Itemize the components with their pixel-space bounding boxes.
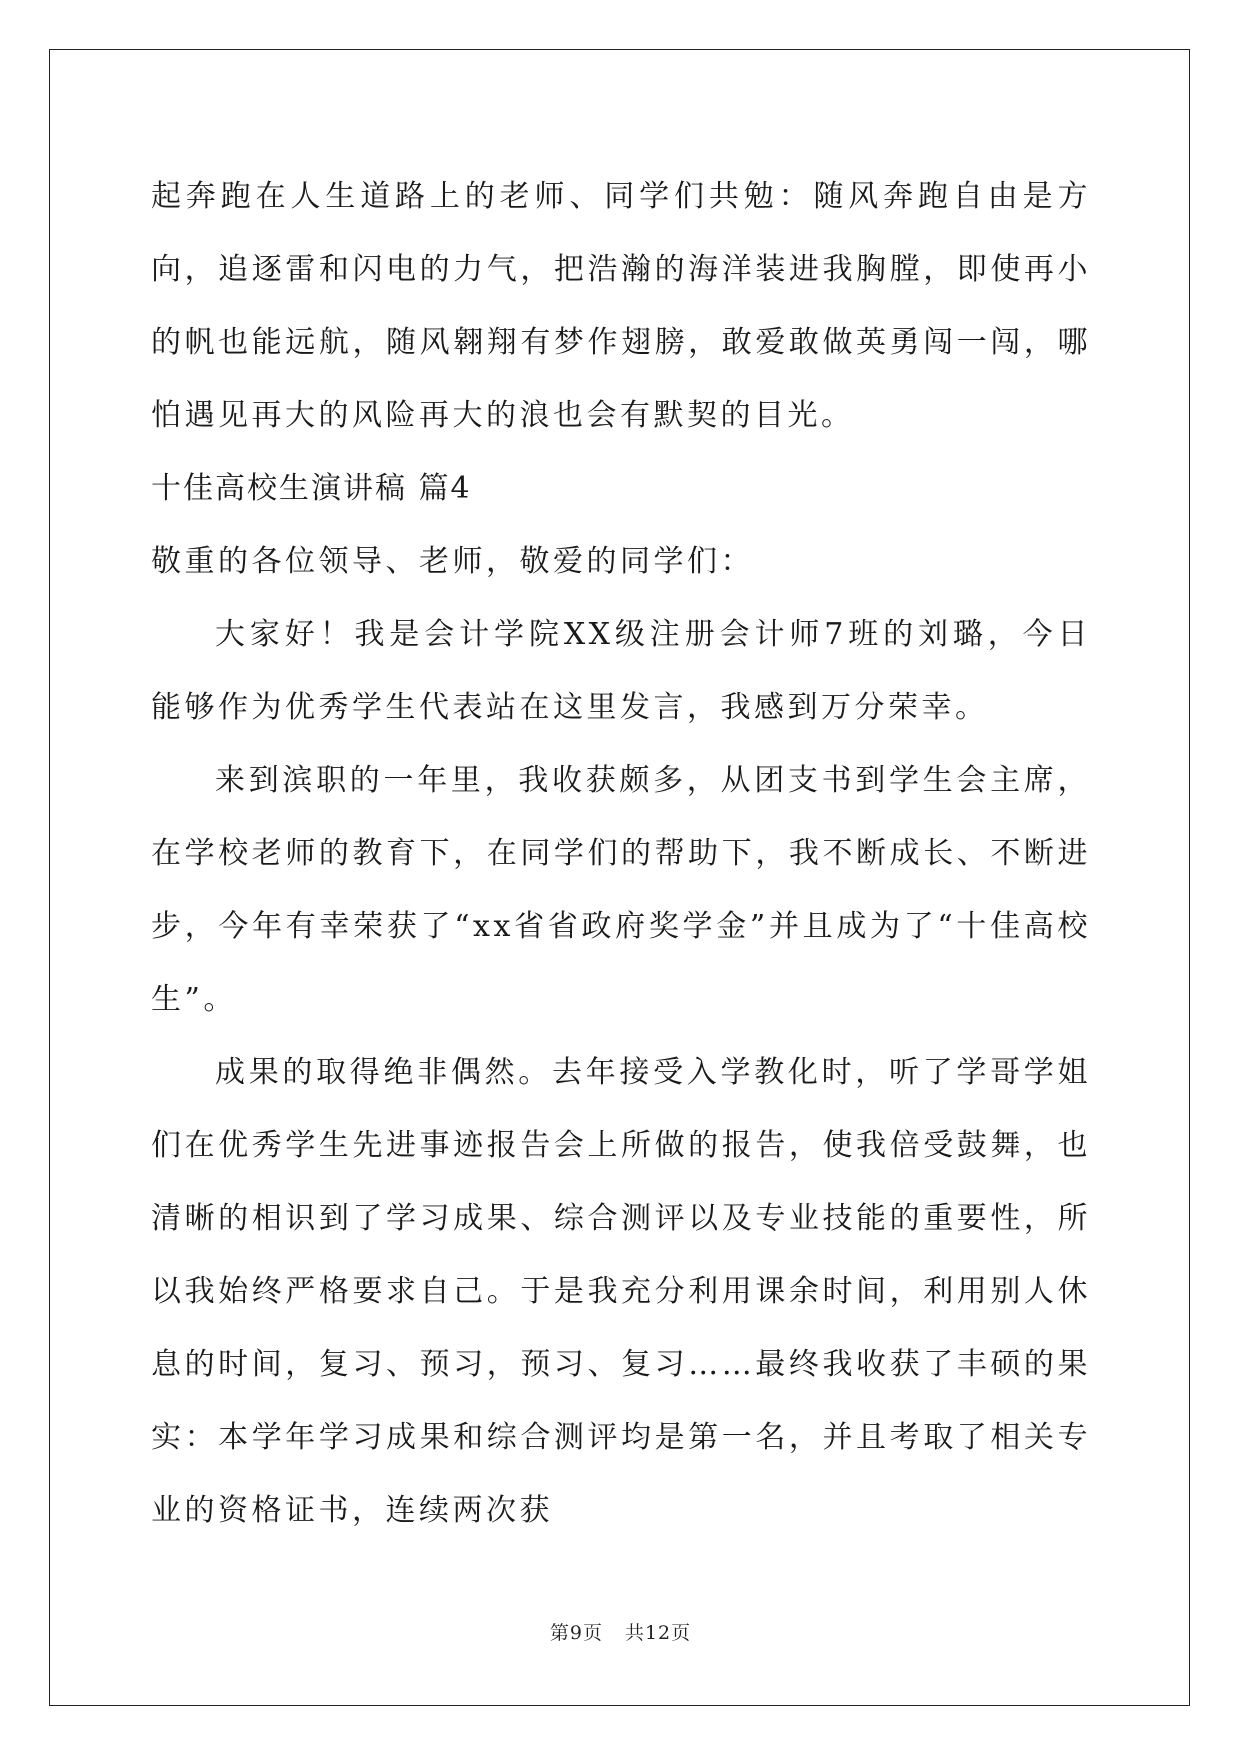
page-footer xyxy=(0,1618,1241,1645)
paragraph-continuation: 起奔跑在人生道路上的老师、同学们共勉：随风奔跑自由是方向，追逐雷和闪电的力气，把浩瀚的海洋装进我胸膛，即使再小的帆也能远航，随风翱翔有梦作翅膀，敢爱敢做英勇闯一闯，哪怕遇见再大的风险再大的浪也会有默契的目光。 xyxy=(151,179,1091,433)
paragraph: 大家好！我是会计学院XX级注册会计师7班的刘璐，今日能够作为优秀学生代表站在这里发言，我感到万分荣幸。 xyxy=(151,617,1091,725)
salutation: 敬重的各位领导、老师，敬爱的同学们： xyxy=(151,544,754,579)
paragraph: 来到滨职的一年里，我收获颇多，从团支书到学生会主席，在学校老师的教育下，在同学们的帮助下，我不断成长、不断进步，今年有幸荣获了“xx省省政府奖学金”并且成为了“十佳高校生”。 xyxy=(151,763,1091,1017)
page-number: 第9页 xyxy=(549,1622,603,1644)
section-heading: 十佳高校生演讲稿 篇4 xyxy=(151,471,472,506)
document-body xyxy=(151,160,1091,1547)
paragraph: 成果的取得绝非偶然。去年接受入学教化时，听了学哥学姐们在优秀学生先进事迹报告会上所做的报告，使我倍受鼓舞，也清晰的相识到了学习成果、综合测评以及专业技能的重要性，所以我始终严格要求自己。于是我充分利用课余时间，利用别人休息的时间，复习、预习，预习、复习……最终我收获了丰硕的果实：本学年学习成果和综合测评均是第一名，并且考取了相关专业的资格证书，连续两次获 xyxy=(151,1055,1091,1528)
page-total: 共12页 xyxy=(624,1622,692,1644)
